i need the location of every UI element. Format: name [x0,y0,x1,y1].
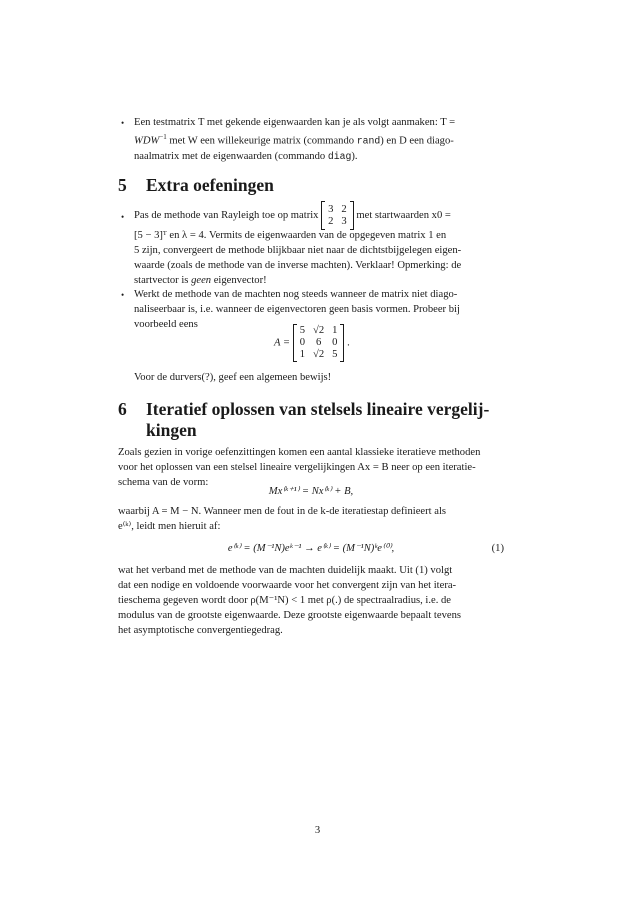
text-line: naalmatrix met de eigenwaarden (commando diag). [134,150,358,162]
equation-iteration: Mx⁽ᵏ⁺¹⁾ = Nx⁽ᵏ⁾ + B, [268,486,354,497]
page-number: 3 [314,825,321,836]
section-6-heading: 6 Iteratief oplossen van stelsels lineaire vergelij- kingen [118,399,490,440]
text-line: modulus van de grootste eigenwaarde. Deze grootste eigenwaarde bepaalt tevens [118,610,461,621]
text-line: voorbeeld eens [134,319,198,330]
text-line: dat een nodige en voldoende voorwaarde voor het convergent zijn van het itera- [118,580,457,591]
text-line: schema van de vorm: [118,477,209,488]
text-line: waarde (zoals de methode van de inverse machten). Verklaar! Opmerking: de [134,260,462,271]
paragraph-convergence [118,563,504,638]
text-line: e⁽ᵏ⁾, leidt men hieruit af: [118,521,221,532]
bullet-marker: • [121,290,125,300]
text-line: $WDW^{-1}$ met W een willekeurige matrix (commando rand) en D een diago- [134,133,454,147]
matrix-entry: 5 [332,349,338,360]
bullet-rayleigh [134,201,504,288]
matrix-entry: 5 [299,325,306,336]
text-line: het asymptotische convergentiegedrag. [118,625,283,636]
text-line: Voor de durvers(?), geef een algemeen bewijs! [134,372,332,383]
text-line: wat het verband met de methode van de machten duidelijk maakt. Uit (1) volgt [118,565,453,576]
text-line-matrix: Pas de methode van Rayleigh toe op matrix 3 2 2 3 met startwaarden x0 = [134,201,504,228]
text-line: Een testmatrix T met gekende eigenwaarden kan je als volgt aanmaken: T = [134,117,456,128]
matrix-entry: 2 [328,215,334,227]
text-line: voor het oplossen van een stelsel lineaire vergelijkingen Ax = B neer op een iteratie- [118,462,476,473]
matrix-A-equation: A = 5 √2 1 0 6 0 1 √2 5 . [274,325,350,360]
matrix-entry: √2 [313,325,325,336]
equation-error: e⁽ᵏ⁾ = (M⁻¹N)eᵏ⁻¹ → e⁽ᵏ⁾ = (M⁻¹N)ᵏe⁽⁰⁾, [227,543,395,554]
text-line: 5 zijn, convergeert de methode blijkbaar niet naar de dichtstbijgelegen eigen- [134,245,462,256]
paragraph-error [118,504,504,534]
text-line: Zoals gezien in vorige oefenzittingen komen een aantal klassieke iteratieve methoden [118,447,481,458]
equation-number: (1) [491,543,504,554]
text-line: startvector is geen eigenvector! [134,275,267,286]
text-line: waarbij A = M − N. Wanneer men de fout in de k-de iteratiestap definieert als [118,506,447,517]
matrix-entry: 1 [332,325,338,336]
text-line: [5 − 3]ᵀ en λ = 4. Vermits de eigenwaarden van de opgegeven matrix 1 en [134,230,447,241]
matrix-entry: 2 [341,203,347,215]
matrix-entry: 3 [328,203,334,215]
matrix-3x3 [293,324,345,362]
matrix-entry: 0 [332,337,338,348]
bullet-marker: • [121,118,125,128]
matrix-2x2 [321,201,354,230]
matrix-entry: 6 [315,337,322,348]
matrix-entry: 0 [299,337,306,348]
text-line: naliseerbaar is, i.e. wanneer de eigenvectoren geen basis vormen. Probeer bij [134,304,460,315]
matrix-entry: 3 [341,215,347,227]
matrix-entry: 1 [299,349,306,360]
section-5-heading: 5 Extra oefeningen [118,175,274,195]
bullet-testmatrix [134,115,504,164]
bullet-marker: • [121,212,125,222]
text-line: Werkt de methode van de machten nog steeds wanneer de matrix niet diago- [134,289,458,300]
text-line: tieschema gegeven wordt door ρ(M⁻¹N) < 1 met ρ(.) de spectraalradius, i.e. de [118,595,452,606]
matrix-entry: √2 [313,349,325,360]
